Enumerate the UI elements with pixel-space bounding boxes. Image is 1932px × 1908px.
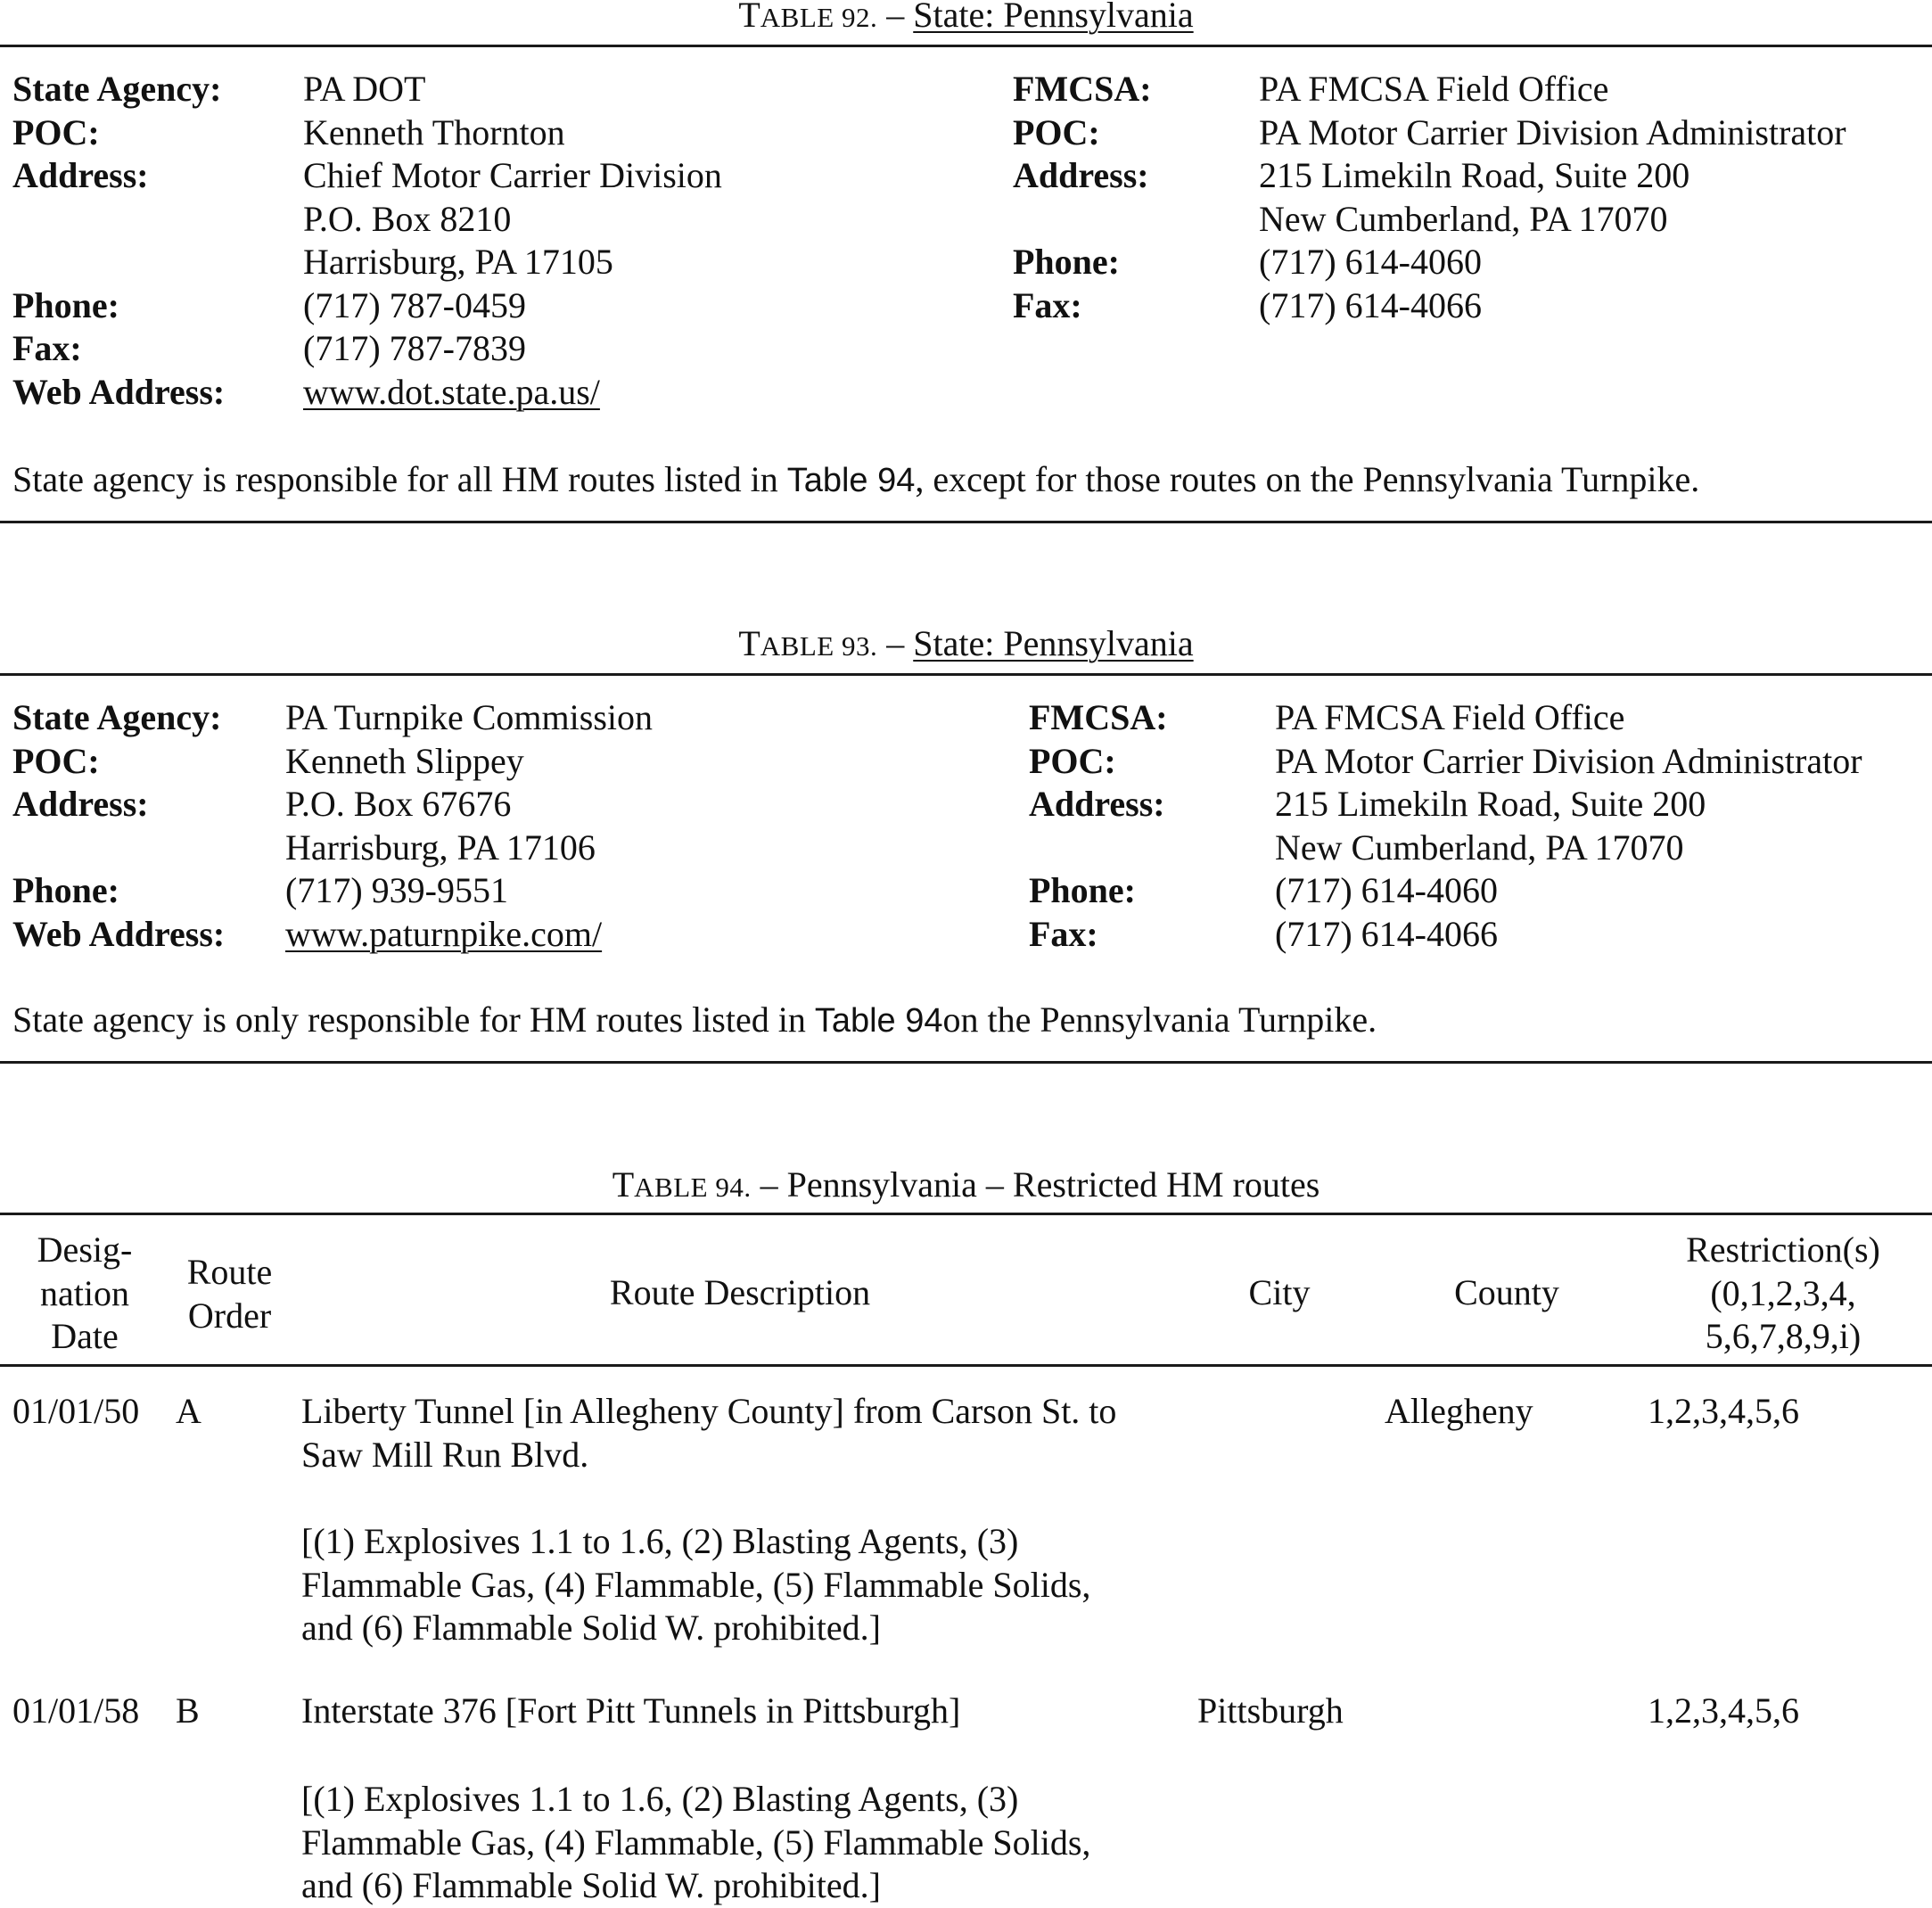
table92-address-line1: Chief Motor Carrier Division — [303, 155, 722, 195]
header-route-order: Route Order — [186, 1252, 273, 1336]
table92-note: State agency is responsible for all HM routes listed in Table 94, except for those routes on the Pennsylvania Turnpike. — [12, 459, 1700, 499]
header-restrictions: Restriction(s) (0,1,2,3,4, 5,6,7,8,9,i) — [1686, 1230, 1880, 1356]
row-note: [(1) Explosives 1.1 to 1.6, (2) Blasting Agents, (3) Flammable Gas, (4) Flammable, (5) Flammable Solids, and (6) Flammable Solid W. prohibited.] — [301, 1779, 1091, 1905]
header-county: County — [1454, 1272, 1559, 1312]
table94-top-rule — [0, 1213, 1932, 1215]
table92-caption-title: State: Pennsylvania — [913, 0, 1194, 35]
table93-fmcsa-address2: New Cumberland, PA 17070 — [1275, 827, 1684, 868]
table93-bottom-rule — [0, 1061, 1932, 1064]
header-city: City — [1248, 1272, 1311, 1312]
table92-fax: (717) 787-7839 — [303, 328, 526, 368]
table92-web-link[interactable]: www.dot.state.pa.us/ — [303, 371, 600, 412]
table93-fmcsa-fax: (717) 614-4066 — [1275, 913, 1498, 954]
table92-right-labels: FMCSA: POC: Address: Phone: Fax: — [1013, 69, 1152, 325]
row-restrictions: 1,2,3,4,5,6 — [1648, 1690, 1799, 1731]
table93-fmcsa-poc: PA Motor Carrier Division Administrator — [1275, 740, 1862, 781]
table92-address-line3: Harrisburg, PA 17105 — [303, 242, 613, 282]
table93-address-line2: Harrisburg, PA 17106 — [285, 827, 596, 868]
table92-caption: TABLE 92. – State: Pennsylvania — [0, 0, 1932, 40]
row-county: Allegheny — [1385, 1391, 1533, 1431]
table93-address-line1: P.O. Box 67676 — [285, 784, 512, 824]
table93-top-rule — [0, 673, 1932, 676]
table93-right-labels: FMCSA: POC: Address: Phone: Fax: — [1029, 697, 1168, 954]
table94-caption: TABLE 94. – Pennsylvania – Restricted HM routes — [612, 1164, 1320, 1205]
table92-poc: Kenneth Thornton — [303, 111, 565, 152]
table93-web-link[interactable]: www.paturnpike.com/ — [285, 913, 603, 954]
table93-phone: (717) 939-9551 — [285, 870, 508, 910]
table92-right-values — [1259, 68, 1846, 327]
table92-fmcsa: PA FMCSA Field Office — [1259, 69, 1609, 109]
table93-poc: Kenneth Slippey — [285, 740, 524, 781]
table93-state-agency: PA Turnpike Commission — [285, 697, 654, 737]
row-restrictions: 1,2,3,4,5,6 — [1648, 1391, 1799, 1431]
table93-note-ref: Table 94 — [814, 1002, 943, 1040]
table92-bottom-rule — [0, 521, 1932, 523]
table92-state-agency: PA DOT — [303, 69, 426, 109]
table92-left-labels: State Agency: POC: Address: Phone: Fax: Web Address: — [12, 69, 226, 412]
header-route-description: Route Description — [609, 1272, 871, 1312]
table92-left-values — [303, 68, 722, 414]
table93-caption-title: State: Pennsylvania — [913, 623, 1194, 663]
table93-left-values — [285, 696, 653, 956]
table93-fmcsa-address1: 215 Limekiln Road, Suite 200 — [1275, 784, 1706, 824]
table92-fmcsa-fax: (717) 614-4066 — [1259, 284, 1482, 325]
table93-caption: TABLE 93. – State: Pennsylvania — [738, 623, 1194, 663]
table93-note: State agency is only responsible for HM routes listed in Table 94on the Pennsylvania Turnpike. — [12, 999, 1377, 1040]
row-order: B — [176, 1690, 200, 1731]
table92-note-ref: Table 94 — [786, 462, 916, 499]
table94-header-rule — [0, 1364, 1932, 1367]
table92-fmcsa-poc: PA Motor Carrier Division Administrator — [1259, 111, 1846, 152]
table92-address-line2: P.O. Box 8210 — [303, 198, 512, 239]
row-city: Pittsburgh — [1197, 1690, 1344, 1731]
header-designation-date: Desig- nation Date — [37, 1230, 133, 1356]
row-order: A — [176, 1391, 201, 1431]
table92-top-rule — [0, 45, 1932, 47]
row-date: 01/01/50 — [12, 1391, 140, 1431]
row-description: Liberty Tunnel [in Allegheny County] from Carson St. to Saw Mill Run Blvd. — [301, 1391, 1117, 1475]
table93-fmcsa-phone: (717) 614-4060 — [1275, 870, 1498, 910]
row-note: [(1) Explosives 1.1 to 1.6, (2) Blasting Agents, (3) Flammable Gas, (4) Flammable, (5) Flammable Solids, and (6) Flammable Solid W. prohibited.] — [301, 1521, 1091, 1648]
table93-right-values — [1275, 696, 1862, 956]
row-date: 01/01/58 — [12, 1690, 140, 1731]
table92-fmcsa-address1: 215 Limekiln Road, Suite 200 — [1259, 155, 1690, 195]
table92-fmcsa-phone: (717) 614-4060 — [1259, 242, 1482, 282]
table92-fmcsa-address2: New Cumberland, PA 17070 — [1259, 198, 1668, 239]
table93-fmcsa: PA FMCSA Field Office — [1275, 697, 1625, 737]
table93-left-labels: State Agency: POC: Address: Phone: Web Address: — [12, 697, 226, 954]
row-description: Interstate 376 [Fort Pitt Tunnels in Pittsburgh] — [301, 1690, 961, 1731]
table92-phone: (717) 787-0459 — [303, 284, 526, 325]
